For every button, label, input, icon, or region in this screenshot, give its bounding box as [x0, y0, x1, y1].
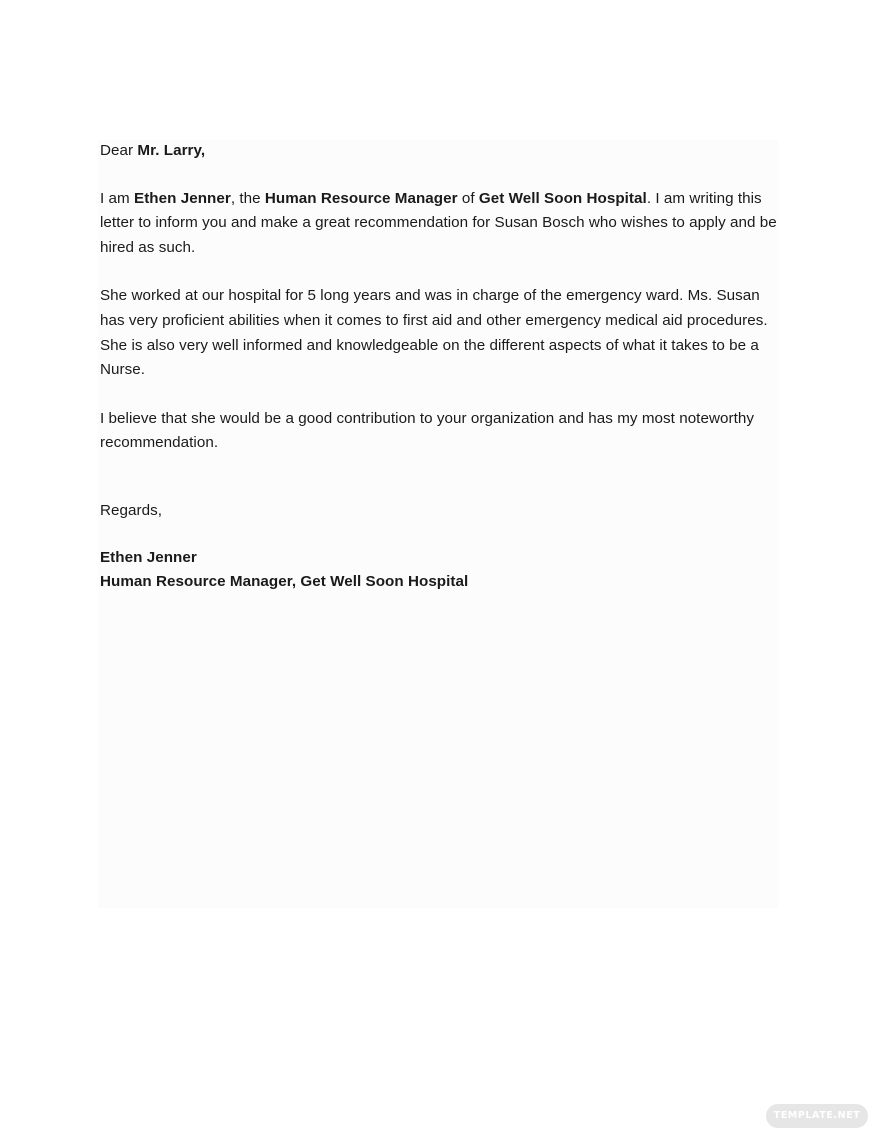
- paragraph-recommendation: I believe that she would be a good contribution to your organization and has my most noteworthy recommendation.: [100, 409, 754, 452]
- intro-text-2: , the: [230, 189, 265, 207]
- salutation-prefix: Dear: [100, 142, 138, 159]
- signature-title: [100, 570, 780, 595]
- paragraph-experience: She worked at our hospital for 5 long years and was in charge of the emergency ward. Ms. Susan has very proficient abilities when it comes to first aid and other emergency medical aid procedures. She is also very well informed and knowledgeable on the different aspects of what it takes to be a Nurse.: [100, 287, 768, 379]
- closing: Regards,: [100, 501, 163, 519]
- intro-text-3: of: [457, 189, 479, 207]
- salutation: [100, 139, 780, 164]
- organization-name: Get Well Soon Hospital: [478, 189, 647, 207]
- signature-name-text: Ethen Jenner: [100, 548, 197, 566]
- sender-name: Ethen Jenner: [134, 189, 231, 207]
- recipient-name: Mr. Larry,: [137, 142, 206, 159]
- intro-text-1: I am: [100, 189, 135, 207]
- paragraph-introduction: [100, 187, 780, 261]
- watermark-badge: TEMPLATE.NET: [766, 1104, 868, 1128]
- intro-text-4: . I am writing this letter to inform you and make a great recommendation for Susan Bosch who wishes to apply and be hired as such.: [100, 189, 777, 256]
- signature-title-text: Human Resource Manager, Get Well Soon Hospital: [100, 573, 469, 591]
- signature-name: [100, 546, 780, 571]
- sender-title: Human Resource Manager: [264, 189, 458, 207]
- letter-body: [100, 139, 780, 595]
